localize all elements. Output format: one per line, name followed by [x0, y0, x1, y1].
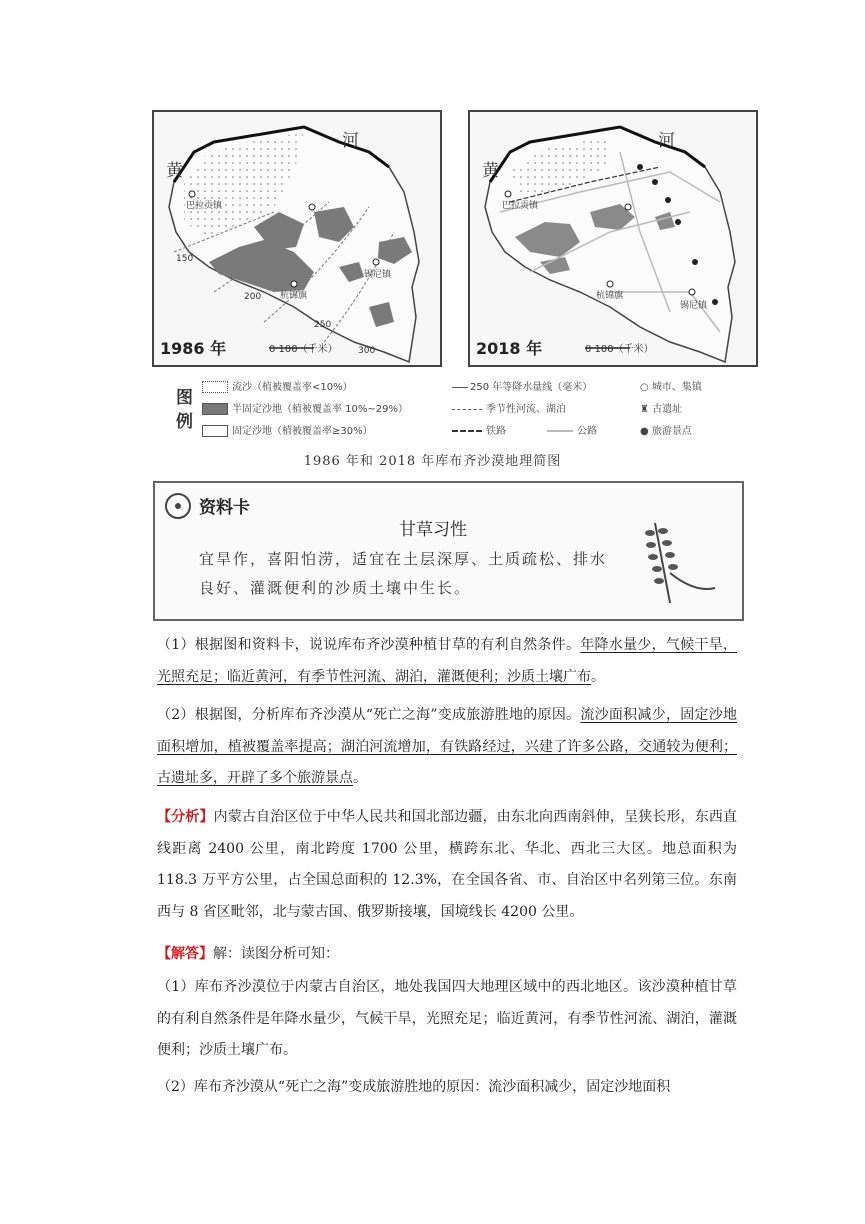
town-label-balagong: 巴拉贡镇 [186, 201, 223, 211]
legend-item-town: ○ 城市、集镇 [640, 382, 702, 393]
map-1986 [152, 110, 442, 367]
info-card-subtitle: 甘草习性 [399, 520, 467, 540]
isohyet-200: 200 [244, 292, 262, 302]
question-1 [157, 630, 737, 693]
legend-item-isohyet: 250 年等降水量线（毫米） [452, 378, 592, 393]
dotted-swatch-icon [202, 381, 228, 393]
map-2018 [468, 110, 758, 367]
solution-tag: 【解答】 [157, 946, 213, 962]
river-label-huang: 黄 [482, 161, 499, 181]
scenic-dot-icon: ● [640, 426, 652, 437]
question-1-answer: 年降水量少，气候干旱，光照充足；临近黄河，有季节性河流、湖泊，灌溉便利；沙质土壤广布 [157, 637, 738, 685]
question-2-answer: 流沙面积减少，固定沙地面积增加，植被覆盖率提高；湖泊河流增加，有铁路经过，兴建了许多公路，交通较为便利；古遗址多，开辟了多个旅游景点 [157, 707, 738, 786]
question-2-prompt: （2）根据图，分析库布齐沙漠从“死亡之海”变成旅游胜地的原因。 [157, 707, 581, 723]
question-1-end: 。 [591, 668, 605, 685]
figure-caption: 1986 年和 2018 年库布齐沙漠地理简图 [303, 454, 562, 469]
licorice-plant-icon [625, 513, 725, 613]
question-1-prompt: （1）根据图和资料卡，说说库布齐沙漠种植甘草的有利自然条件。 [157, 637, 581, 653]
town-circle-icon: ○ [640, 382, 652, 393]
legend-item-semi-fixed: 半固定沙地（植被覆盖率 10%~29%） [202, 400, 408, 415]
solution-part-2: （2）库布齐沙漠从“死亡之海”变成旅游胜地的原因：流沙面积减少，固定沙地面积 [157, 1079, 671, 1095]
river-label-he: 河 [342, 131, 359, 151]
map-scale-label: 0 100（千米） [269, 344, 338, 355]
info-card-icon [165, 493, 191, 519]
road-line-icon [547, 430, 573, 432]
legend-item-fixed: 固定沙地（植被覆盖率≥30%） [202, 422, 373, 437]
map-2018-drawing [470, 112, 758, 367]
river-label-he: 河 [658, 131, 675, 151]
solution-part-1: （1）库布齐沙漠位于内蒙古自治区，地处我国四大地理区域中的西北地区。该沙漠种植甘草的有利自然条件是年降水量少，气候干旱，光照充足；临近黄河，有季节性河流、湖泊，灌溉便利；沙质土壤广布。 [157, 979, 737, 1058]
question-2-end: 。 [353, 770, 367, 786]
solution-intro: 解：读图分析可知： [213, 946, 339, 962]
map-year-label: 1986 年 [160, 339, 227, 358]
isohyet-150: 150 [176, 254, 194, 264]
isohyet-line-icon [452, 387, 468, 388]
ruins-icon: ♜ [640, 404, 653, 415]
dark-swatch-icon [202, 403, 228, 415]
question-2 [157, 700, 737, 795]
town-label-xini: 锡尼镇 [364, 270, 392, 280]
legend-item-road: 公路 [547, 422, 597, 437]
analysis-tag: 【分析】 [157, 809, 214, 825]
map-year-label: 2018 年 [476, 339, 543, 358]
info-card-title: 资料卡 [199, 498, 250, 518]
legend-item-flowing-sand: 流沙（植被覆盖率<10%） [202, 378, 353, 393]
town-label-hangjin: 杭锦旗 [596, 291, 624, 301]
map-scale-label: 0 100（千米） [585, 344, 654, 355]
isohyet-300: 300 [358, 346, 376, 356]
info-card [153, 481, 744, 621]
white-swatch-icon [202, 425, 228, 437]
railway-line-icon [452, 430, 482, 432]
isohyet-250: 250 [314, 320, 332, 330]
town-label-balagong: 巴拉贡镇 [502, 201, 539, 211]
river-label-huang: 黄 [166, 161, 183, 181]
legend-item-ruins: ♜ 古遗址 [640, 404, 683, 415]
analysis-section [157, 802, 737, 928]
legend-title: 图例 [176, 388, 193, 432]
legend-item-river: 季节性河流、湖泊 [452, 400, 566, 415]
town-label-xini: 锡尼镇 [680, 301, 708, 311]
town-label-hangjin: 杭锦旗 [280, 291, 308, 301]
river-line-icon [452, 409, 482, 410]
info-card-body: 宜旱作，喜阳怕涝，适宜在土层深厚、土质疏松、排水良好、灌溉便利的沙质土壤中生长。 [199, 550, 608, 597]
legend-item-scenic: ● 旅游景点 [640, 426, 692, 437]
map-legend [152, 372, 742, 438]
map-1986-drawing [154, 112, 442, 367]
solution-heading [157, 939, 737, 971]
analysis-text: 内蒙古自治区位于中华人民共和国北部边疆，由东北向西南斜伸，呈狭长形，东西直线距离 2400 公里，南北跨度 1700 公里，横跨东北、华北、西北三大区。地总面积为 118.3 万平方公里，占全国总面积的 12.3%，在全国各省、市、自治区中名列第三位。东南西与 8 省区毗邻，北与蒙古国、俄罗斯接壤，国境线长 4200 公里。 [157, 809, 738, 920]
legend-item-railway: 铁路 [452, 422, 506, 437]
